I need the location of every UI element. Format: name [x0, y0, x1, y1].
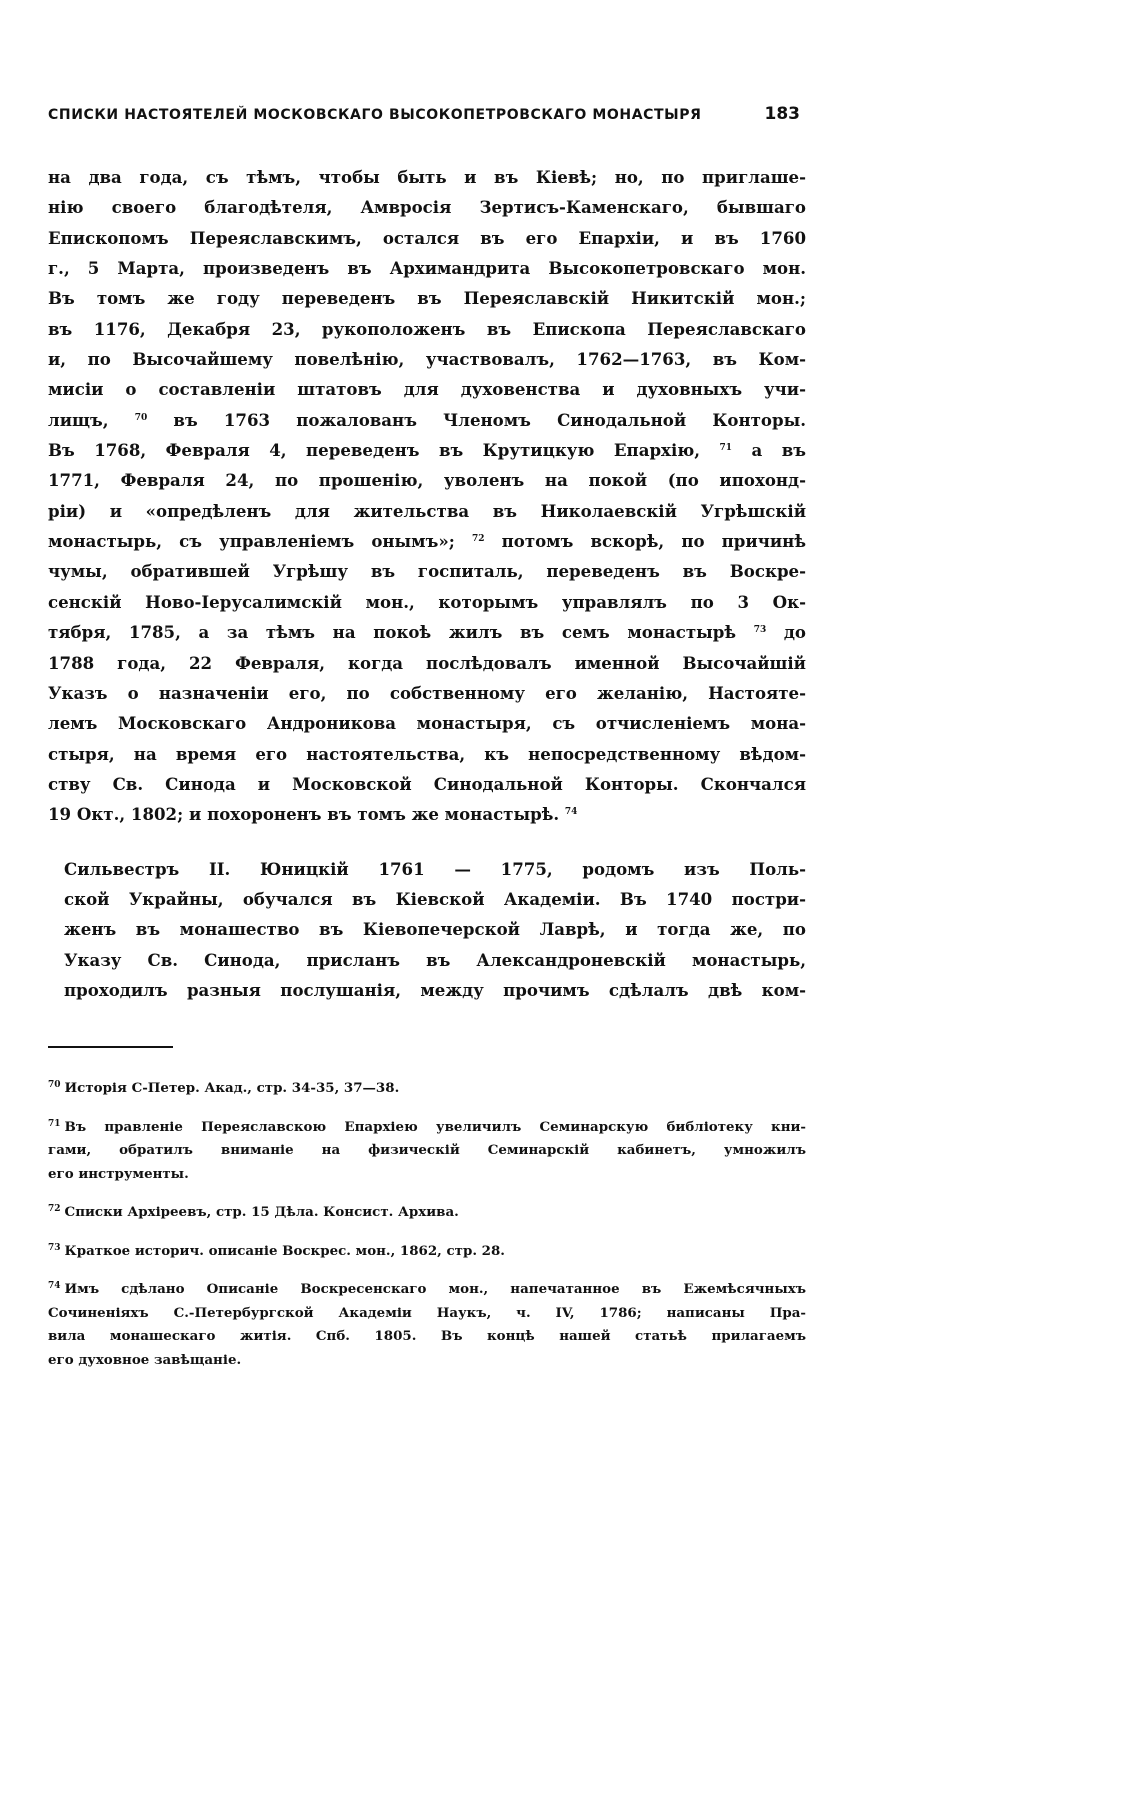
- text-line: Указу Св. Синода, присланъ въ Александроневскій монастырь,: [64, 949, 806, 970]
- footnote-marker: 70: [48, 1080, 61, 1090]
- footnote-marker: 71: [48, 1118, 61, 1129]
- text-line: [48, 799, 806, 829]
- footnote-line: [48, 1163, 806, 1187]
- footnote-reference: 73: [753, 625, 767, 636]
- footnotes: [48, 1074, 806, 1384]
- text-segment: потомъ вскорѣ, по причинѣ: [484, 531, 806, 552]
- footnote-marker: 74: [48, 1281, 61, 1291]
- text-line: г., 5 Марта, произведенъ въ Архимандрита Высокопетровскаго мон.: [48, 258, 806, 279]
- running-header: [48, 104, 800, 124]
- text-line: нію своего благодѣтеля, Амвросія Зертисъ-Каменскаго, бывшаго: [48, 197, 806, 218]
- footnote-73: [48, 1237, 806, 1264]
- footnote-70: [48, 1074, 806, 1101]
- main-text: [48, 162, 806, 1005]
- footnote-71: [48, 1113, 806, 1187]
- footnote-line: [48, 1198, 806, 1225]
- text-line: на два года, съ тѣмъ, чтобы быть и въ Кіевѣ; но, по приглаше-: [48, 167, 806, 187]
- text-line: мисіи о составленіи штатовъ для духовенства и духовныхъ учи-: [48, 379, 806, 400]
- footnote-text: Имъ сдѣлано Описаніе Воскресенскаго мон., напечатанное въ Ежемѣсячныхъ: [64, 1281, 806, 1297]
- footnote-line: [48, 1349, 806, 1373]
- text-segment: лищъ,: [48, 409, 135, 430]
- text-segment: монастырь, съ управленіемъ онымъ»;: [48, 531, 472, 552]
- footnote-text: его инструменты.: [48, 1165, 189, 1182]
- footnote-line: [48, 1139, 806, 1163]
- text-line: [48, 617, 806, 647]
- footnote-line: [48, 1113, 806, 1140]
- footnote-line: [48, 1325, 806, 1349]
- footnote-line: [48, 1275, 806, 1302]
- footnote-reference: 74: [564, 807, 578, 818]
- text-segment: а въ: [732, 440, 806, 461]
- footnote-marker: 73: [48, 1242, 61, 1253]
- text-line: [48, 435, 806, 465]
- footnote-72: [48, 1198, 806, 1225]
- footnote-line: [48, 1074, 806, 1101]
- footnote-74: [48, 1275, 806, 1372]
- text-line: [48, 526, 806, 556]
- footnote-reference: 72: [471, 534, 485, 545]
- text-segment: 19 Окт., 1802; и похороненъ въ томъ же монастырѣ.: [48, 804, 565, 825]
- text-line: сенскій Ново-Іерусалимскій мон., которымъ управлялъ по 3 Ок-: [48, 591, 806, 612]
- text-line: стыря, на время его настоятельства, къ непосредственному вѣдом-: [48, 743, 806, 764]
- footnote-text: Списки Архіреевъ, стр. 15 Дѣла. Консист. Архива.: [64, 1204, 459, 1220]
- footnote-text: Краткое историч. описаніе Воскрес. мон., 1862, стр. 28.: [64, 1242, 505, 1259]
- text-line: женъ въ монашество въ Кіевопечерской Лаврѣ, и тогда же, по: [64, 919, 806, 940]
- footnote-text: его духовное завѣщаніе.: [48, 1351, 242, 1368]
- text-line: ской Украйны, обучался въ Кіевской Академіи. Въ 1740 постри-: [64, 888, 806, 909]
- footnote-reference: 70: [134, 412, 148, 423]
- text-line: въ 1176, Декабря 23, рукоположенъ въ Епископа Переяславскаго: [48, 318, 806, 339]
- footnote-text: Сочиненіяхъ С.-Петербургской Академіи Наукъ, ч. IV, 1786; написаны Пра-: [48, 1304, 806, 1321]
- running-title: СПИСКИ НАСТОЯТЕЛЕЙ МОСКОВСКАГО ВЫСОКОПЕТРОВСКАГО МОНАСТЫРЯ: [48, 107, 702, 123]
- footnote-line: [48, 1302, 806, 1326]
- text-line: 1788 года, 22 Февраля, когда послѣдовалъ именной Высочайшій: [48, 652, 806, 673]
- text-segment: въ 1763 пожалованъ Членомъ Синодальной Конторы.: [147, 409, 807, 430]
- footnote-marker: 72: [48, 1204, 61, 1214]
- footnote-text: Исторія С-Петер. Акад., стр. 34-35, 37—38.: [64, 1080, 400, 1096]
- text-line: проходилъ разныя послушанія, между прочимъ сдѣлалъ двѣ ком-: [64, 979, 806, 1000]
- text-line: ріи) и «опредѣленъ для жительства въ Николаевскій Угрѣшскій: [48, 500, 806, 521]
- text-line: и, по Высочайшему повелѣнію, участвовалъ, 1762—1763, въ Ком-: [48, 349, 806, 370]
- paragraph-2: [48, 854, 806, 1006]
- footnote-text: гами, обратилъ вниманіе на физическій Семинарскій кабинетъ, умножилъ: [48, 1142, 806, 1158]
- text-line: ству Св. Синода и Московской Синодальной Конторы. Скончался: [48, 773, 806, 794]
- footnote-text: вила монашескаго житія. Спб. 1805. Въ концѣ нашей статьѣ прилагаемъ: [48, 1328, 806, 1344]
- page-number: 183: [764, 104, 800, 124]
- text-line: Въ томъ же году переведенъ въ Переяславскій Никитскій мон.;: [48, 288, 806, 309]
- footnote-text: Въ правленіе Переяславскою Епархіею увеличилъ Семинарскую библіотеку кни-: [64, 1118, 806, 1135]
- text-segment: Въ 1768, Февраля 4, переведенъ въ Крутицкую Епархію,: [48, 440, 720, 461]
- text-segment: до: [766, 622, 807, 643]
- text-segment: тября, 1785, а за тѣмъ на покоѣ жилъ въ семъ монастырѣ: [48, 622, 754, 643]
- text-line: чумы, обратившей Угрѣшу въ госпиталь, переведенъ въ Воскре-: [48, 561, 806, 582]
- text-line: лемъ Московскаго Андроникова монастыря, съ отчисленіемъ мона-: [48, 713, 806, 734]
- footnote-reference: 71: [719, 443, 733, 454]
- text-line: Епископомъ Переяславскимъ, остался въ его Епархіи, и въ 1760: [48, 227, 806, 248]
- text-line: Указъ о назначеніи его, по собственному его желанію, Настояте-: [48, 682, 806, 703]
- text-line: Сильвестръ II. Юницкій 1761 — 1775, родомъ изъ Поль-: [64, 858, 806, 879]
- text-line: [48, 405, 806, 435]
- text-line: 1771, Февраля 24, по прошенію, уволенъ на покой (по ипохонд-: [48, 470, 806, 491]
- paragraph-1: [48, 162, 806, 830]
- footnote-line: [48, 1237, 806, 1264]
- footnote-separator: [48, 1046, 173, 1048]
